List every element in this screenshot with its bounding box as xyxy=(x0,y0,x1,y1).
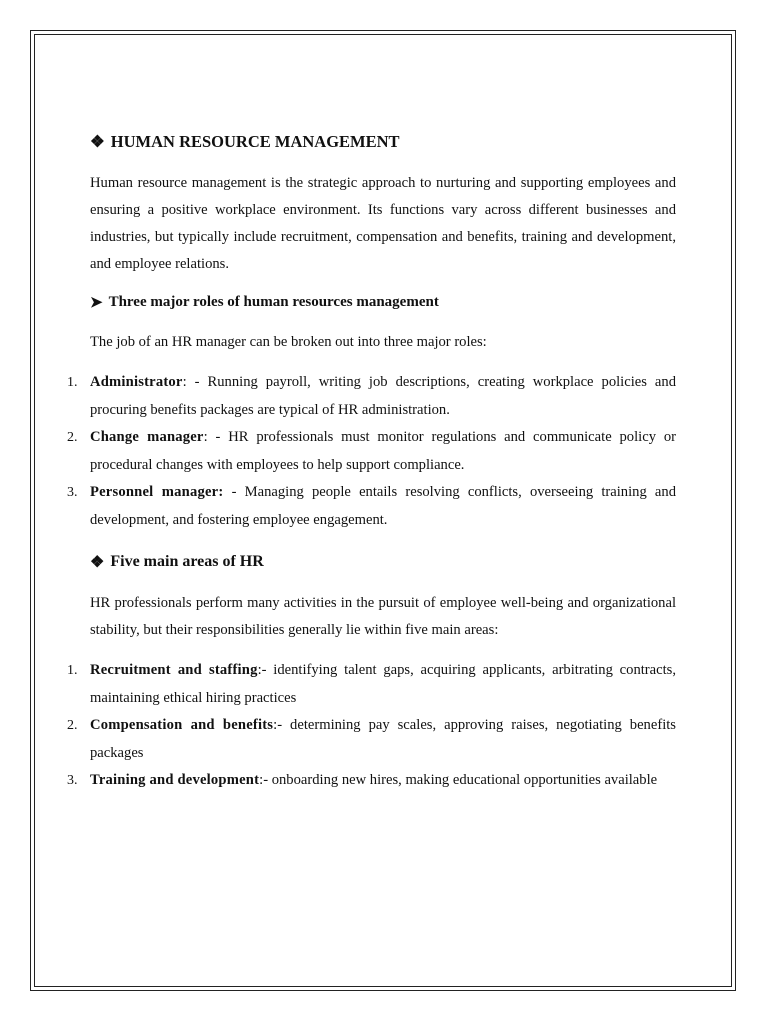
diamond-bullet-icon: ❖ xyxy=(90,132,105,151)
list-number: 1. xyxy=(67,663,78,678)
list-term: Recruitment and staffing xyxy=(90,662,258,678)
list-term: Training and development xyxy=(90,772,260,788)
areas-intro-paragraph: HR professionals perform many activities in the pursuit of employee well-being and organizational stability, but their responsibilities generally lie within five main areas: xyxy=(90,595,676,638)
section-title: Five main areas of HR xyxy=(110,553,264,570)
list-text: :- identifying talent gaps, acquiring applicants, arbitrating contracts, maintaining ethical hiring practices xyxy=(90,662,676,706)
section-heading-five-areas xyxy=(90,550,676,574)
section-heading-three-roles xyxy=(90,291,676,313)
section-title: Three major roles of human resources management xyxy=(108,293,439,310)
areas-list xyxy=(67,657,676,795)
list-text: : - Running payroll, writing job descriptions, creating workplace policies and procuring benefits packages are typical of HR administration. xyxy=(90,374,676,418)
list-number: 3. xyxy=(67,485,78,500)
section-title: HUMAN RESOURCE MANAGEMENT xyxy=(110,132,400,151)
list-item xyxy=(67,657,676,712)
list-number: 3. xyxy=(67,773,78,788)
list-item xyxy=(67,479,676,534)
list-item xyxy=(67,712,676,767)
list-number: 2. xyxy=(67,430,78,445)
list-term: Administrator xyxy=(90,374,183,390)
list-number: 2. xyxy=(67,718,78,733)
list-text: - Managing people entails resolving conflicts, overseeing training and development, and fostering employee engagement. xyxy=(90,484,676,528)
list-text: : - HR professionals must monitor regulations and communicate policy or procedural changes with employees to help support compliance. xyxy=(90,429,676,473)
roles-intro-paragraph: The job of an HR manager can be broken out into three major roles: xyxy=(90,334,487,350)
hrm-definition-paragraph: Human resource management is the strategic approach to nurturing and supporting employees and ensuring a positive workplace environment. Its functions vary across different businesses and industries, but typically include recruitment, compensation and benefits, training and development, and employee relations. xyxy=(90,175,676,272)
roles-list xyxy=(67,369,676,534)
list-item xyxy=(67,424,676,479)
list-item xyxy=(67,767,676,795)
diamond-bullet-icon: ❖ xyxy=(90,554,105,571)
section-heading-hrm xyxy=(90,130,676,154)
list-item xyxy=(67,369,676,424)
list-term: Change manager xyxy=(90,429,204,445)
list-term: Personnel manager: xyxy=(90,484,224,500)
arrow-bullet-icon: ➤ xyxy=(90,294,103,311)
list-number: 1. xyxy=(67,375,78,390)
list-text: :- onboarding new hires, making educational opportunities available xyxy=(259,772,658,788)
document-content xyxy=(67,130,676,795)
list-text: :- determining pay scales, approving raises, negotiating benefits packages xyxy=(90,717,676,761)
list-term: Compensation and benefits xyxy=(90,717,274,733)
